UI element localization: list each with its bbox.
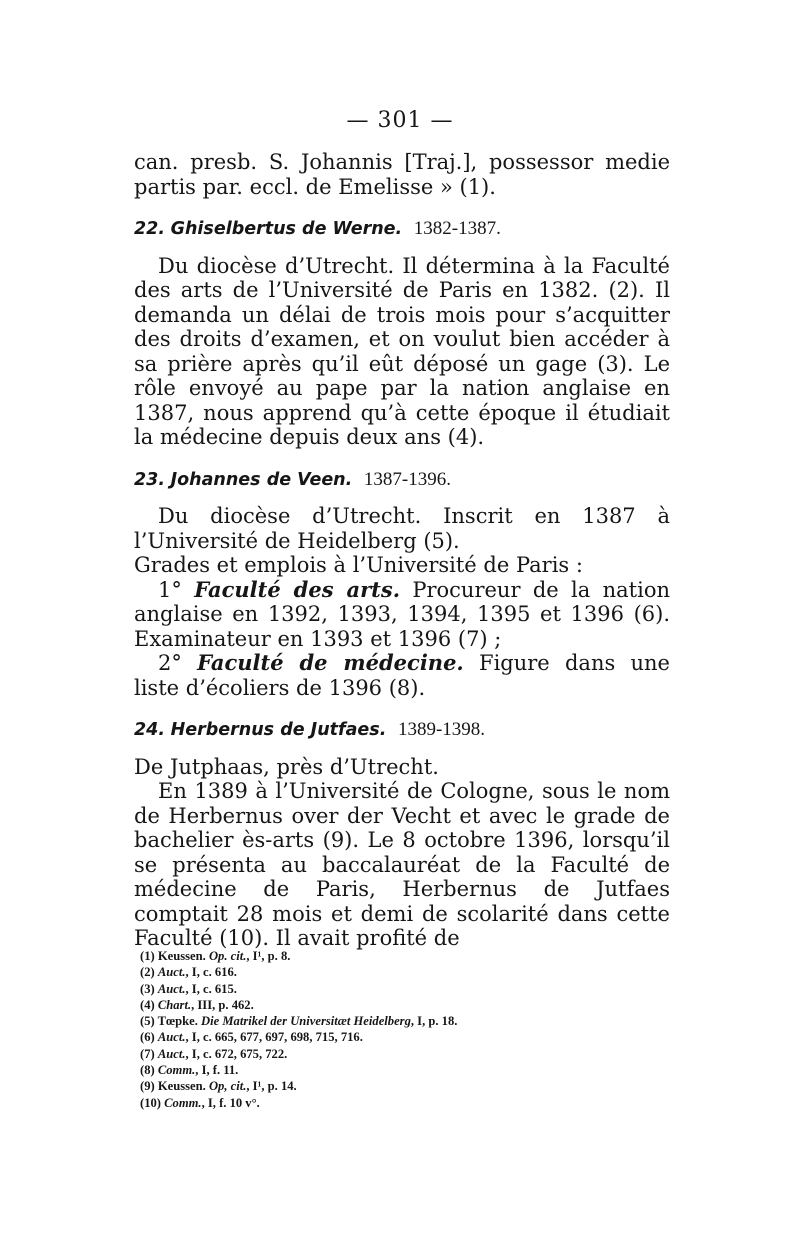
footnote-title: Comm. (157, 1063, 196, 1078)
paragraph (134, 578, 670, 652)
paragraph: Grades et emplois à l’Université de Paris : (134, 553, 583, 577)
footnote-ref: , I, f. 10 v°. (201, 1095, 260, 1110)
page-number: — 301 — (346, 108, 454, 133)
entry-number: 24. (134, 720, 166, 740)
entry-heading-22 (134, 217, 670, 242)
footnote-title: Chart. (157, 997, 192, 1012)
footnote-title: Comm. (164, 1095, 202, 1110)
footnote-author: Keussen. (157, 1079, 209, 1094)
footnote-number: (3) (140, 981, 155, 996)
footnote-ref: , I, c. 672, 675, 722. (185, 1046, 288, 1061)
footnote-author: Keussen. (157, 949, 209, 963)
footnote-author: Tœpke. (157, 1014, 201, 1029)
footnote (140, 1029, 670, 1045)
entry-dates: 1389-1398. (397, 719, 486, 740)
entry-heading-23 (134, 468, 670, 493)
entry-name: Herbernus de Jutfaes. (170, 720, 387, 740)
faculty-name: Faculté de médecine. (197, 650, 464, 675)
footnote (140, 997, 670, 1013)
footnote-number: (5) (140, 1014, 155, 1029)
footnote-number: (6) (140, 1030, 155, 1045)
footnote-number: (4) (140, 997, 155, 1012)
footnote-number: (8) (140, 1063, 155, 1078)
footnote-ref: , I¹, p. 14. (246, 1079, 297, 1094)
entry-dates: 1387-1396. (363, 468, 451, 490)
footnote-title: Op, cit. (208, 1079, 247, 1094)
entry-dates: 1382-1387. (413, 218, 501, 239)
footnote (140, 1078, 670, 1094)
footnote (140, 1046, 670, 1062)
footnote-ref: , III, p. 462. (191, 997, 254, 1012)
footnotes (140, 948, 670, 1111)
faculty-name: Faculté des arts. (194, 576, 401, 602)
footnote-ref: , I, c. 665, 677, 697, 698, 715, 716. (185, 1030, 363, 1045)
footnote-number: (7) (140, 1046, 155, 1061)
paragraph: can. presb. S. Johannis [Traj.], possessor medie partis par. eccl. de Emelisse » (1). (134, 150, 670, 199)
footnote-title: Auct. (157, 1030, 186, 1045)
list-marker: 2° (158, 651, 198, 675)
footnote-number: (1) (140, 949, 155, 963)
footnote-title: Auct. (157, 981, 186, 996)
footnote-number: (2) (140, 965, 155, 980)
footnote (140, 1013, 670, 1029)
list-marker: 1° (158, 577, 195, 602)
paragraph: En 1389 à l’Université de Cologne, sous le nom de Herbernus over der Vecht et avec le grade de bachelier ès-arts (9). Le 8 octobre 1396, lorsqu’il se présenta au baccalauréat de la Faculté de médecine de Paris, Herbernus de Jutfaes comptait 28 mois et demi de scolarité dans cette Faculté (10). Il avait profité de (134, 779, 670, 950)
body-text (134, 150, 670, 951)
entry-name: Ghiselbertus de Werne. (170, 219, 403, 239)
footnote-ref: , I, p. 18. (410, 1014, 458, 1029)
footnote-ref: , I, f. 11. (195, 1063, 239, 1078)
paragraph (134, 651, 670, 700)
entry-name: Johannes de Veen. (170, 469, 353, 490)
entry-heading-24 (134, 718, 670, 743)
paragraph: De Jutphaas, près d’Utrecht. (134, 754, 439, 779)
footnote (140, 981, 670, 997)
footnote-title: Die Matrikel der Universitæt Heidelberg (201, 1014, 411, 1029)
entry-number: 23. (134, 469, 166, 490)
entry-number: 22. (134, 219, 166, 239)
paragraph: Du diocèse d’Utrecht. Il détermina à la Faculté des arts de l’Université de Paris en 1382. (2). Il demanda un délai de trois mois pour s’acquitter des droits d’examen, et on voulut bien accéder à sa prière après qu’il eût déposé un gage (3). Le rôle envoyé au pape par la nation anglaise en 1387, nous apprend qu’à cette époque il étudiait la médecine depuis deux ans (4). (134, 253, 670, 449)
paragraph: Du diocèse d’Utrecht. Inscrit en 1387 à l’Université de Heidelberg (5). (134, 504, 670, 553)
paragraph-text: Figure dans une liste d’écoliers de 1396 (8). (134, 651, 670, 700)
footnote-title: Auct. (157, 965, 186, 980)
footnote (140, 948, 670, 964)
footnote (140, 1095, 670, 1111)
paragraph-text: Procureur de la nation anglaise en 1392, 1393, 1394, 1395 et 1396 (6). Examinateur en 1393 et 1396 (7) ; (134, 577, 670, 651)
footnote (140, 1062, 670, 1078)
footnote-number: (10) (140, 1095, 161, 1110)
footnote-title: Auct. (157, 1046, 186, 1061)
footnote-ref: , I¹, p. 8. (246, 949, 291, 963)
footnote (140, 964, 670, 980)
footnote-title: Op. cit. (208, 949, 247, 963)
footnote-ref: , I, c. 615. (185, 981, 237, 996)
footnote-number: (9) (140, 1079, 155, 1094)
footnote-ref: , I, c. 616. (185, 965, 237, 980)
